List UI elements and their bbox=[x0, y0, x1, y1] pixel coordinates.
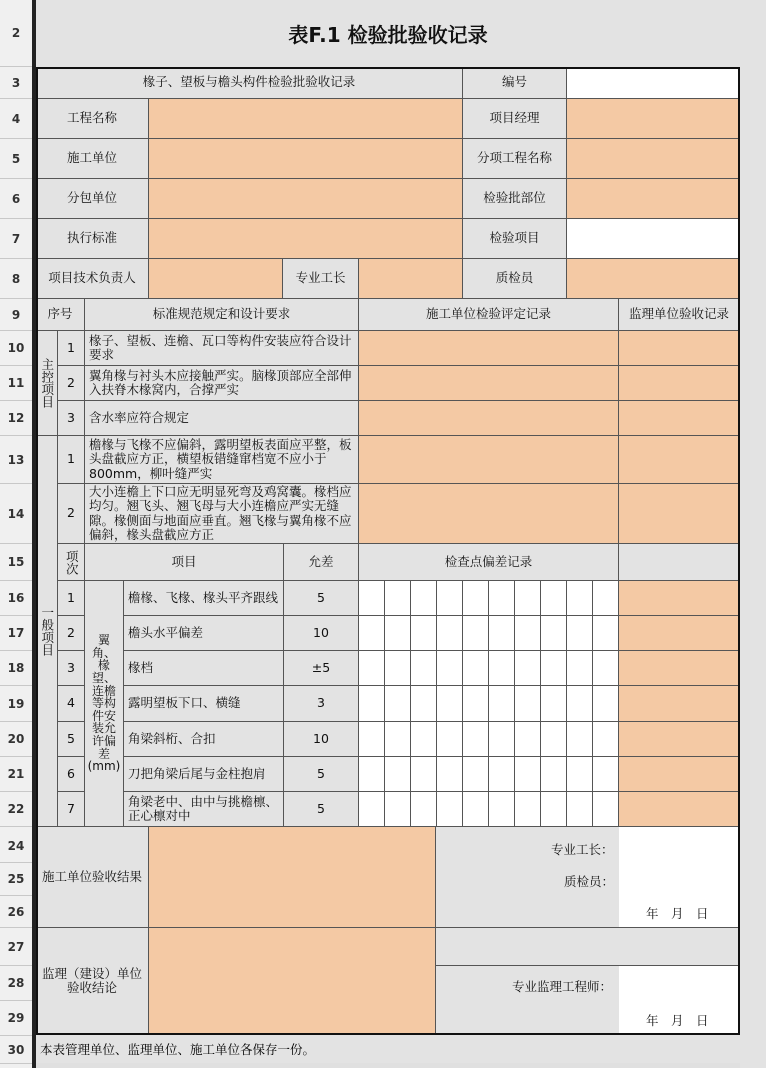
deviation-cell[interactable] bbox=[437, 581, 463, 616]
row-number[interactable]: 16 bbox=[0, 581, 32, 616]
row-number[interactable]: 21 bbox=[0, 757, 32, 792]
deviation-cell[interactable] bbox=[437, 792, 463, 827]
deviation-cell[interactable] bbox=[567, 581, 593, 616]
deviation-cell[interactable] bbox=[385, 757, 411, 792]
inspector-label: 质检员 bbox=[463, 259, 567, 299]
main-control-no: 1 bbox=[58, 331, 85, 366]
subcontract-unit-label: 分包单位 bbox=[36, 179, 149, 219]
row-number[interactable]: 18 bbox=[0, 651, 32, 686]
construction-record-header: 施工单位检验评定记录 bbox=[359, 299, 619, 331]
tolerance-row-no: 2 bbox=[58, 616, 85, 651]
deviation-cell[interactable] bbox=[463, 581, 489, 616]
row-number[interactable]: 5 bbox=[0, 139, 32, 179]
project-manager-label: 项目经理 bbox=[463, 99, 567, 139]
tolerance-row-no: 7 bbox=[58, 792, 85, 827]
row-number[interactable]: 25 bbox=[0, 863, 32, 896]
row-number[interactable]: 2 bbox=[0, 0, 32, 67]
deviation-cell[interactable] bbox=[489, 792, 515, 827]
deviation-cell[interactable] bbox=[567, 792, 593, 827]
construction-result-field[interactable] bbox=[149, 827, 436, 928]
deviation-cell[interactable] bbox=[359, 686, 385, 722]
deviation-cell[interactable] bbox=[515, 581, 541, 616]
page-title: 表F.1 检验批验收记录 bbox=[36, 0, 740, 67]
row-number[interactable]: 19 bbox=[0, 686, 32, 722]
construction-record-field[interactable] bbox=[359, 401, 619, 436]
general-no: 2 bbox=[58, 484, 85, 544]
inspection-part-label: 检验批部位 bbox=[463, 179, 567, 219]
main-control-no: 3 bbox=[58, 401, 85, 436]
project-name-field[interactable] bbox=[149, 99, 463, 139]
row-number[interactable]: 4 bbox=[0, 99, 32, 139]
deviation-cell[interactable] bbox=[541, 757, 567, 792]
row-number[interactable]: 8 bbox=[0, 259, 32, 299]
main-control-requirement: 翼角椽与衬头木应接触严实。脑椽顶部应全部伸入扶脊木椽窝内，合撑严实 bbox=[85, 366, 359, 401]
form-subtitle: 椽子、望板与檐头构件检验批验收记录 bbox=[36, 67, 463, 99]
row-number[interactable]: 22 bbox=[0, 792, 32, 827]
construction-inspector-label: 质检员： bbox=[564, 874, 615, 889]
subproject-name-field[interactable] bbox=[567, 139, 740, 179]
deviation-cell[interactable] bbox=[593, 757, 619, 792]
deviation-cell[interactable] bbox=[541, 651, 567, 686]
tolerance-header: 允差 bbox=[284, 544, 359, 581]
deviation-cell[interactable] bbox=[463, 616, 489, 651]
supervision-record-field[interactable] bbox=[619, 651, 740, 686]
project-name-label: 工程名称 bbox=[36, 99, 149, 139]
general-requirement: 大小连檐上下口应无明显死弯及鸡窝囊。椽档应均匀。翘飞头、翘飞母与大小连檐应严实无缝隙。椽侧面与地面应垂直。翘飞椽与翼角椽不应偏斜，椽头盘截应方正 bbox=[85, 484, 359, 544]
deviation-cell[interactable] bbox=[385, 686, 411, 722]
deviation-cell[interactable] bbox=[437, 651, 463, 686]
foreman-field[interactable] bbox=[359, 259, 463, 299]
construction-foreman-label: 专业工长： bbox=[551, 842, 614, 857]
supervision-sign-area bbox=[436, 928, 740, 966]
tolerance-row-no: 4 bbox=[58, 686, 85, 722]
tech-lead-label: 项目技术负责人 bbox=[36, 259, 149, 299]
deviation-cell[interactable] bbox=[567, 616, 593, 651]
tolerance-row-no: 5 bbox=[58, 722, 85, 757]
tolerance-row-item: 刀把角梁后尾与金柱抱肩 bbox=[124, 757, 284, 792]
row-number[interactable]: 24 bbox=[0, 830, 32, 863]
deviation-cell[interactable] bbox=[463, 792, 489, 827]
supervision-conclusion-field[interactable] bbox=[149, 928, 436, 1035]
row-number[interactable]: 11 bbox=[0, 366, 32, 401]
supervision-record-field[interactable] bbox=[619, 331, 740, 366]
deviation-header: 检查点偏差记录 bbox=[359, 544, 619, 581]
row-number[interactable]: 28 bbox=[0, 966, 32, 1001]
standard-field[interactable] bbox=[149, 219, 463, 259]
deviation-cell[interactable] bbox=[541, 686, 567, 722]
deviation-cell[interactable] bbox=[515, 722, 541, 757]
inspector-field[interactable] bbox=[567, 259, 740, 299]
deviation-cell[interactable] bbox=[463, 651, 489, 686]
row-number[interactable]: 17 bbox=[0, 616, 32, 651]
inspection-item-field[interactable] bbox=[567, 219, 740, 259]
deviation-cell[interactable] bbox=[411, 757, 437, 792]
supervision-blank bbox=[619, 544, 740, 581]
foreman-label: 专业工长 bbox=[283, 259, 359, 299]
deviation-cell[interactable] bbox=[437, 722, 463, 757]
subproject-name-label: 分项工程名称 bbox=[463, 139, 567, 179]
deviation-cell[interactable] bbox=[567, 686, 593, 722]
construction-record-field[interactable] bbox=[359, 484, 619, 544]
row-number[interactable]: 9 bbox=[0, 299, 32, 331]
tolerance-row-value: ±5 bbox=[284, 651, 359, 686]
supervision-record-field[interactable] bbox=[619, 792, 740, 827]
tech-lead-field[interactable] bbox=[149, 259, 283, 299]
deviation-cell[interactable] bbox=[437, 616, 463, 651]
footer-note: 本表管理单位、监理单位、施工单位各保存一份。 bbox=[36, 1035, 740, 1063]
supervision-record-field[interactable] bbox=[619, 686, 740, 722]
deviation-cell[interactable] bbox=[515, 686, 541, 722]
number-label: 编号 bbox=[463, 67, 567, 99]
tolerance-category-label: 翼角、椽望、连檐等构件安装允许偏差(mm) bbox=[85, 581, 124, 827]
deviation-cell[interactable] bbox=[359, 616, 385, 651]
tolerance-row-item: 椽档 bbox=[124, 651, 284, 686]
deviation-cell[interactable] bbox=[515, 616, 541, 651]
supervision-record-field[interactable] bbox=[619, 436, 740, 484]
general-group-label: 一般项目 bbox=[36, 436, 58, 827]
deviation-cell[interactable] bbox=[515, 651, 541, 686]
row-header-column bbox=[0, 0, 33, 1068]
deviation-cell[interactable] bbox=[385, 651, 411, 686]
tolerance-row-value: 5 bbox=[284, 792, 359, 827]
deviation-cell[interactable] bbox=[567, 757, 593, 792]
inspection-part-field[interactable] bbox=[567, 179, 740, 219]
main-control-requirement: 椽子、望板、连檐、瓦口等构件安装应符合设计要求 bbox=[85, 331, 359, 366]
deviation-cell[interactable] bbox=[593, 792, 619, 827]
supervision-record-field[interactable] bbox=[619, 616, 740, 651]
deviation-cell[interactable] bbox=[463, 722, 489, 757]
deviation-cell[interactable] bbox=[463, 757, 489, 792]
tolerance-row-value: 5 bbox=[284, 581, 359, 616]
construction-result-label: 施工单位验收结果 bbox=[36, 827, 149, 928]
number-field[interactable] bbox=[567, 67, 740, 99]
construction-record-field[interactable] bbox=[359, 436, 619, 484]
row-number[interactable]: 6 bbox=[0, 179, 32, 219]
deviation-cell[interactable] bbox=[385, 581, 411, 616]
requirement-header: 标准规范规定和设计要求 bbox=[85, 299, 359, 331]
deviation-cell[interactable] bbox=[489, 686, 515, 722]
row-number[interactable]: 10 bbox=[0, 331, 32, 366]
tolerance-row-item: 露明望板下口、横缝 bbox=[124, 686, 284, 722]
main-control-group-label: 主控项目 bbox=[36, 331, 58, 436]
row-number[interactable]: 3 bbox=[0, 67, 32, 99]
deviation-cell[interactable] bbox=[541, 581, 567, 616]
deviation-cell[interactable] bbox=[411, 616, 437, 651]
main-control-no: 2 bbox=[58, 366, 85, 401]
deviation-cell[interactable] bbox=[515, 757, 541, 792]
supervision-date: 年 月 日 bbox=[646, 1013, 709, 1028]
deviation-cell[interactable] bbox=[489, 616, 515, 651]
deviation-cell[interactable] bbox=[411, 722, 437, 757]
standard-label: 执行标准 bbox=[36, 219, 149, 259]
row-number[interactable]: 14 bbox=[0, 484, 32, 544]
sheet-margin bbox=[740, 0, 766, 1068]
row-number[interactable]: 27 bbox=[0, 928, 32, 966]
project-manager-field[interactable] bbox=[567, 99, 740, 139]
deviation-cell[interactable] bbox=[437, 686, 463, 722]
deviation-cell[interactable] bbox=[593, 722, 619, 757]
tolerance-row-item: 角梁老中、由中与挑檐檩、正心檩对中 bbox=[124, 792, 284, 827]
deviation-cell[interactable] bbox=[489, 757, 515, 792]
row-number[interactable]: 15 bbox=[0, 544, 32, 581]
tolerance-row-no: 3 bbox=[58, 651, 85, 686]
tolerance-row-no: 1 bbox=[58, 581, 85, 616]
construction-unit-label: 施工单位 bbox=[36, 139, 149, 179]
deviation-cell[interactable] bbox=[359, 722, 385, 757]
deviation-cell[interactable] bbox=[437, 757, 463, 792]
general-requirement: 檐椽与飞椽不应偏斜，露明望板表面应平整，板头盘截应方正，横望板错缝窜档宽不应小于800mm，柳叶缝严实 bbox=[85, 436, 359, 484]
deviation-cell[interactable] bbox=[385, 616, 411, 651]
supervision-engineer-label: 专业监理工程师： bbox=[512, 979, 613, 994]
supervision-record-field[interactable] bbox=[619, 722, 740, 757]
deviation-cell[interactable] bbox=[359, 651, 385, 686]
row-number[interactable]: 12 bbox=[0, 401, 32, 436]
row-number[interactable]: 30 bbox=[0, 1036, 32, 1064]
deviation-cell[interactable] bbox=[593, 616, 619, 651]
supervision-record-field[interactable] bbox=[619, 366, 740, 401]
deviation-cell[interactable] bbox=[411, 792, 437, 827]
row-number[interactable]: 7 bbox=[0, 219, 32, 259]
row-number[interactable]: 20 bbox=[0, 722, 32, 757]
subcontract-unit-field[interactable] bbox=[149, 179, 463, 219]
deviation-cell[interactable] bbox=[541, 616, 567, 651]
deviation-cell[interactable] bbox=[359, 581, 385, 616]
deviation-cell[interactable] bbox=[593, 581, 619, 616]
tolerance-row-value: 10 bbox=[284, 616, 359, 651]
deviation-cell[interactable] bbox=[411, 686, 437, 722]
tolerance-row-item: 檐头水平偏差 bbox=[124, 616, 284, 651]
tolerance-row-no: 6 bbox=[58, 757, 85, 792]
seq-header: 序号 bbox=[36, 299, 85, 331]
supervision-record-field[interactable] bbox=[619, 484, 740, 544]
row-number[interactable]: 29 bbox=[0, 1001, 32, 1036]
deviation-cell[interactable] bbox=[593, 686, 619, 722]
supervision-conclusion-label: 监理（建设）单位验收结论 bbox=[36, 928, 149, 1035]
construction-date: 年 月 日 bbox=[646, 906, 709, 921]
deviation-cell[interactable] bbox=[593, 651, 619, 686]
construction-record-field[interactable] bbox=[359, 366, 619, 401]
sub-seq-header: 项次 bbox=[58, 544, 85, 581]
tolerance-row-item: 角梁斜桁、合扣 bbox=[124, 722, 284, 757]
construction-record-field[interactable] bbox=[359, 331, 619, 366]
tolerance-row-value: 3 bbox=[284, 686, 359, 722]
supervision-record-field[interactable] bbox=[619, 401, 740, 436]
deviation-cell[interactable] bbox=[359, 757, 385, 792]
deviation-cell[interactable] bbox=[359, 792, 385, 827]
deviation-cell[interactable] bbox=[489, 722, 515, 757]
deviation-cell[interactable] bbox=[385, 792, 411, 827]
deviation-cell[interactable] bbox=[541, 722, 567, 757]
deviation-cell[interactable] bbox=[411, 581, 437, 616]
sub-item-header: 项目 bbox=[85, 544, 284, 581]
row-number[interactable]: 13 bbox=[0, 436, 32, 484]
deviation-cell[interactable] bbox=[411, 651, 437, 686]
deviation-cell[interactable] bbox=[567, 722, 593, 757]
construction-unit-field[interactable] bbox=[149, 139, 463, 179]
deviation-cell[interactable] bbox=[541, 792, 567, 827]
tolerance-row-item: 檐椽、飞椽、椽头平齐跟线 bbox=[124, 581, 284, 616]
deviation-cell[interactable] bbox=[489, 581, 515, 616]
deviation-cell[interactable] bbox=[489, 651, 515, 686]
row-number[interactable]: 26 bbox=[0, 896, 32, 928]
deviation-cell[interactable] bbox=[385, 722, 411, 757]
deviation-cell[interactable] bbox=[567, 651, 593, 686]
inspection-item-label: 检验项目 bbox=[463, 219, 567, 259]
supervision-record-field[interactable] bbox=[619, 757, 740, 792]
general-no: 1 bbox=[58, 436, 85, 484]
deviation-cell[interactable] bbox=[515, 792, 541, 827]
supervision-record-field[interactable] bbox=[619, 581, 740, 616]
supervision-record-header: 监理单位验收记录 bbox=[619, 299, 740, 331]
main-control-requirement: 含水率应符合规定 bbox=[85, 401, 359, 436]
tolerance-row-value: 10 bbox=[284, 722, 359, 757]
tolerance-row-value: 5 bbox=[284, 757, 359, 792]
deviation-cell[interactable] bbox=[463, 686, 489, 722]
